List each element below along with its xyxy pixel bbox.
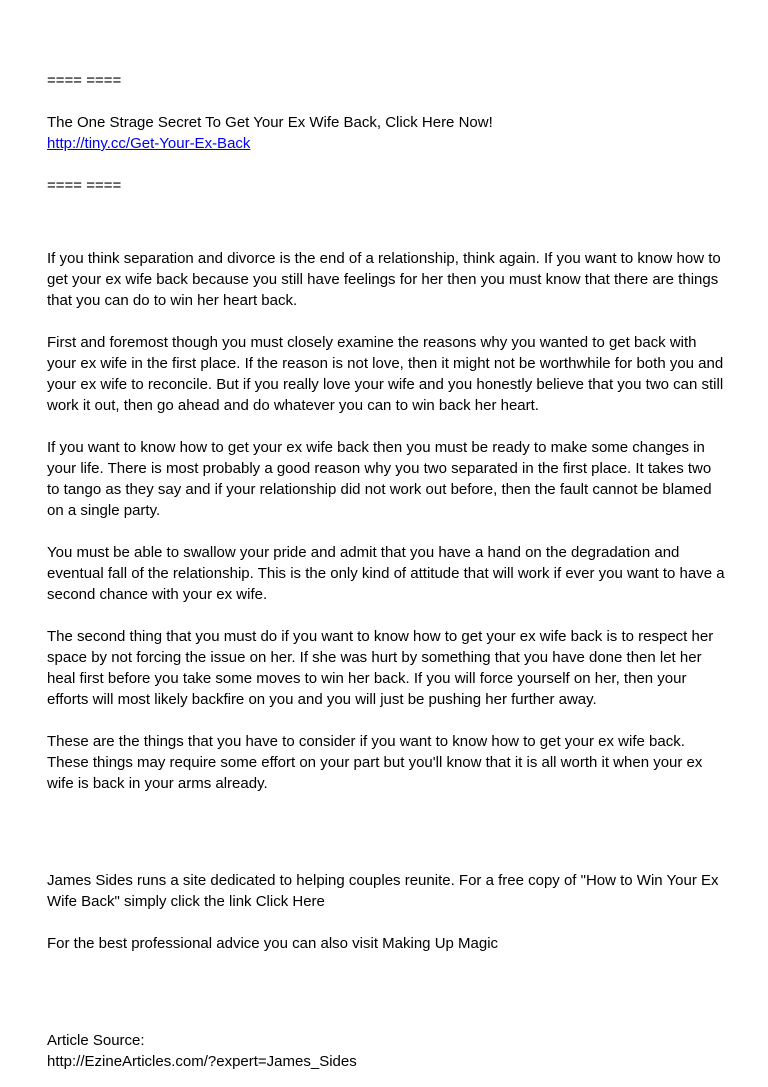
paragraph-1: If you think separation and divorce is the end of a relationship, think again. If you want to know how to get your ex wife back because you still have feelings for her then you must know that there are things that you can do to win her heart back. — [47, 250, 721, 309]
article-title: The One Strage Secret To Get Your Ex Wife Back, Click Here Now! — [47, 114, 493, 131]
paragraph-4: You must be able to swallow your pride and admit that you have a hand on the degradation and eventual fall of the relationship. This is the only kind of attitude that will work if ever you want to have a second chance with your ex wife. — [47, 544, 725, 603]
separator-bottom: ==== ==== — [47, 177, 122, 194]
header-block — [47, 112, 727, 154]
paragraph-2: First and foremost though you must closely examine the reasons why you wanted to get back with your ex wife in the first place. If the reason is not love, then it might not be worthwhile for both you and your ex wife to reconcile. But if you really love your wife and you honestly believe that you two can still work it out, then go ahead and do whatever you can to win back her heart. — [47, 334, 724, 414]
author-bio: James Sides runs a site dedicated to helping couples reunite. For a free copy of "How to Win Your Ex Wife Back" simply click the link Click Here — [47, 872, 719, 910]
paragraph-6: These are the things that you have to consider if you want to know how to get your ex wife back. These things may require some effort on your part but you'll know that it is all worth it when your ex wife is back in your arms already. — [47, 733, 703, 792]
article-body — [47, 248, 727, 794]
document-page — [47, 70, 727, 1072]
promo-link[interactable]: http://tiny.cc/Get-Your-Ex-Back — [47, 135, 251, 152]
author-box — [47, 870, 727, 954]
paragraph-5: The second thing that you must do if you want to know how to get your ex wife back is to respect her space by not forcing the issue on her. If she was hurt by something that you have done then let her heal first before you take some moves to win her back. If you will force yourself on her, then your efforts will most likely backfire on you and you will just be pushing her further away. — [47, 628, 714, 708]
source-label: Article Source: — [47, 1032, 145, 1049]
source-url: http://EzineArticles.com/?expert=James_Sides — [47, 1053, 357, 1070]
separator-top: ==== ==== — [47, 72, 122, 89]
paragraph-3: If you want to know how to get your ex wife back then you must be ready to make some changes in your life. There is most probably a good reason why you two separated in the first place. It takes two to tango as they say and if your relationship did not work out before, then the fault cannot be blamed on a single party. — [47, 439, 712, 519]
article-source — [47, 1030, 727, 1072]
author-advice: For the best professional advice you can also visit Making Up Magic — [47, 935, 499, 952]
